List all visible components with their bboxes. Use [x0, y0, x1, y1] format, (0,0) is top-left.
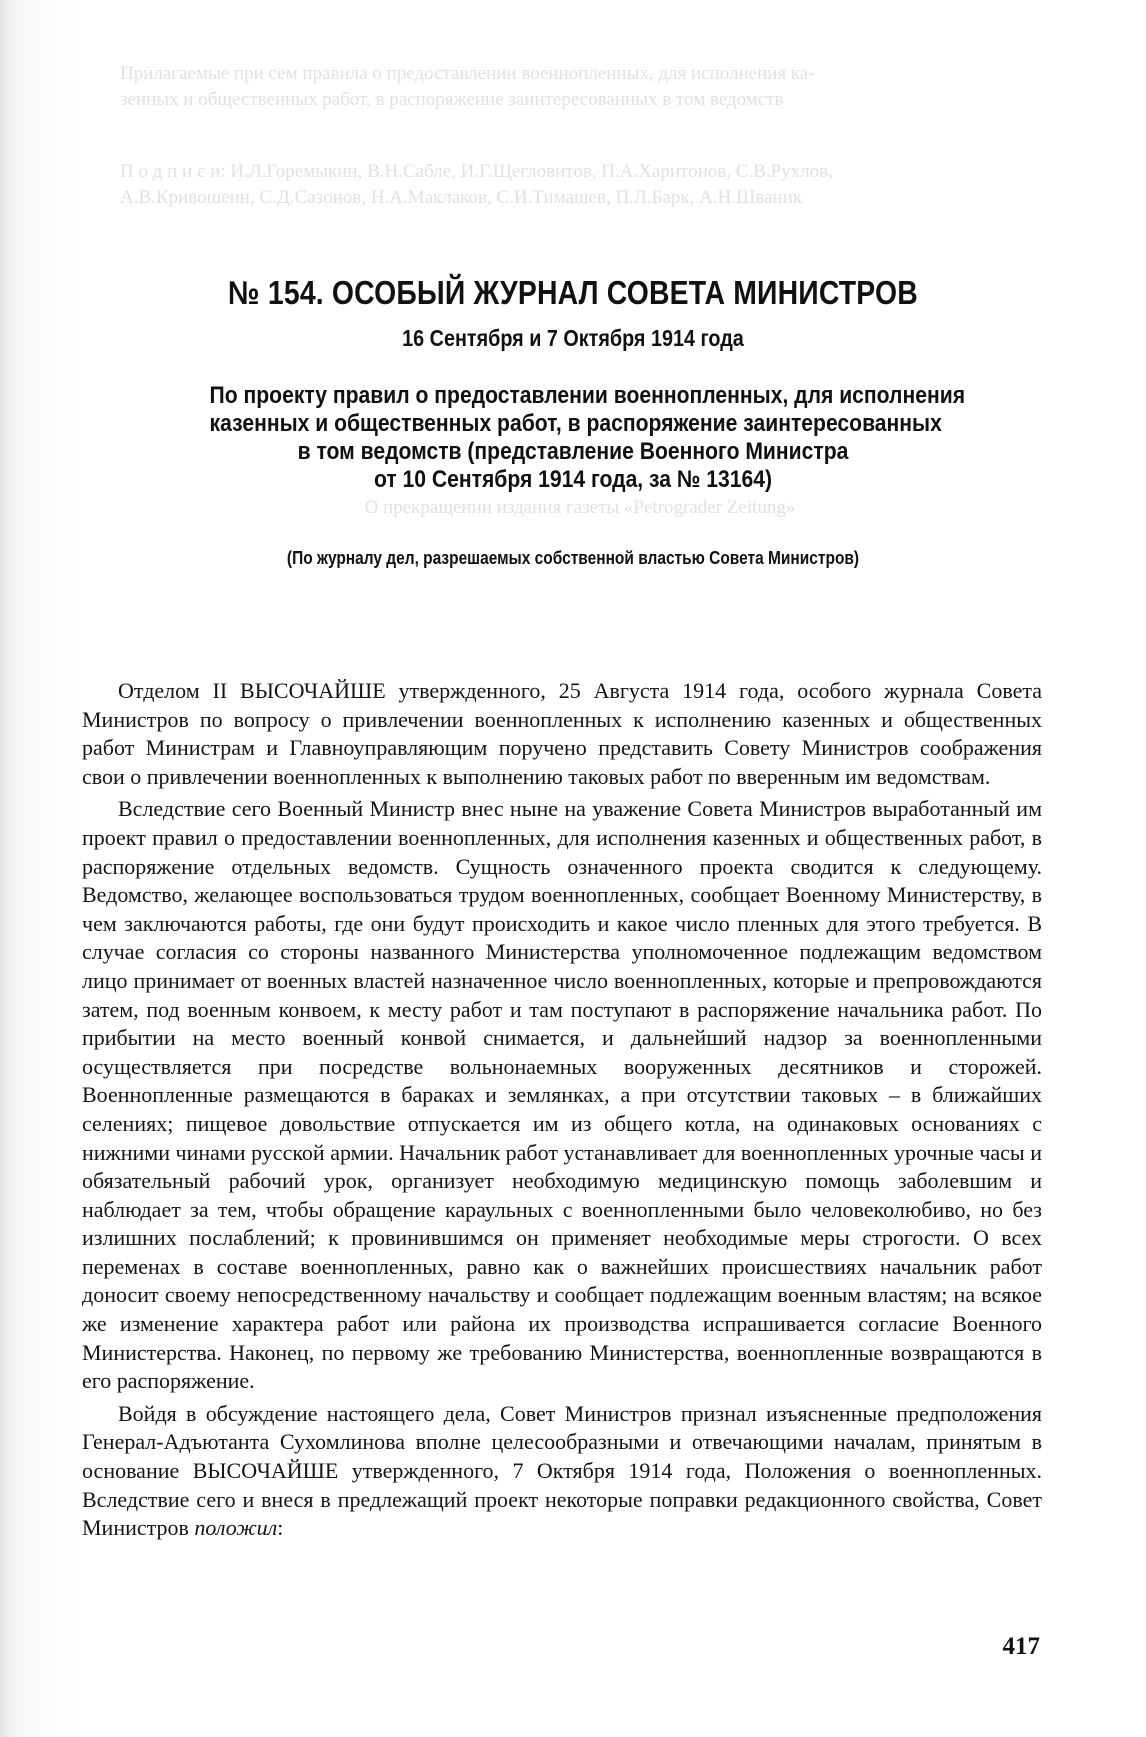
- body-paragraph: [82, 1400, 1042, 1543]
- journal-dates: 16 Сентября и 7 Октября 1914 года: [402, 325, 744, 351]
- journal-subject: [160, 382, 986, 494]
- italic-word: положил: [194, 1515, 278, 1541]
- bleed-through-text: П о д п и с и: И.Л.Горемыкин, В.Н.Сабле, И.Г.Щегловитов, П.А.Харитонов, С.В.Рухлов,: [120, 161, 833, 182]
- bleed-through-text: зенных и общественных работ, в распоряжение заинтересованных в том ведомств: [120, 89, 784, 110]
- subject-line: от 10 Сентября 1914 года, за № 13164): [373, 466, 773, 493]
- punctuation: :: [277, 1515, 284, 1541]
- page-number: 417: [1002, 1633, 1040, 1660]
- subject-line: По проекту правил о предоставлении военнопленных, для исполнения: [209, 382, 966, 409]
- journal-note: (По журналу дел, разрешаемых собственной властью Совета Министров): [286, 548, 860, 568]
- bleed-through-text: А.В.Кривошеин, С.Д.Сазонов, Н.А.Маклаков, С.И.Тимашев, П.Л.Барк, А.Н.Шваник: [120, 187, 802, 208]
- paragraph-text: Войдя в обсуждение настоящего дела, Совет Министров признал изъясненные предположения Генерал-Адъютанта Сухомлинова вполне целесообразными и отвечающими началам, принятым в основание ВЫСОЧАЙШЕ утвержденного, 7 Октября 1914 года, Положения о военнопленных. Вследствие сего и внеся в предлежащий проект некоторые поправки редакционного свойства, Совет Министров: [82, 1400, 1042, 1541]
- journal-title: № 154. ОСОБЫЙ ЖУРНАЛ СОВЕТА МИНИСТРОВ: [228, 274, 918, 311]
- body-paragraph: Вследствие сего Военный Министр внес ныне на уважение Совета Министров выработанный им проект правил о предоставлении военнопленных, для исполнения казенных и общественных работ, в распоряжение отдельных ведомств. Сущность означенного проекта сводится к следующему. Ведомство, желающее воспользоваться трудом военнопленных, сообщает Военному Министерству, в чем заключаются работы, где они будут происходить и какое число пленных для этого требуется. В случае согласия со стороны названного Министерства уполномоченное подлежащим ведомством лицо принимает от военных властей назначенное число военнопленных, которые и препровождаются затем, под военным конвоем, к месту работ и там поступают в распоряжение начальника работ. По прибытии на место военный конвой снимается, и дальнейший надзор за военнопленными осуществляется при посредстве вольнонаемных вооруженных десятников и сторожей. Военнопленные размещаются в бараках и землянках, а при отсутствии таковых – в ближайших селениях; пищевое довольствие отпускается им из общего котла, на одинаковых основаниях с нижними чинами русской армии. Начальник работ устанавливает для военнопленных урочные часы и обязательный рабочий урок, организует необходимую медицинскую помощь заболевшим и наблюдает за тем, чтобы обращение караульных с военнопленными было человеколюбиво, но без излишних послаблений; к провинившимся он применяет необходимые меры строгости. О всех переменах в составе военнопленных, равно как о важнейших происшествиях начальник работ доносит своему непосредственному начальству и сообщает подлежащим военным властям; на всякое же изменение характера работ или района их производства испрашивается согласие Военного Министерства. Наконец, по первому же требованию Министерства, военнопленные возвращаются в его распоряжение.: [82, 796, 1042, 1394]
- journal-body: [82, 677, 1042, 1547]
- bleed-through-text: О прекращении издания газеты «Petrograder Zeitung»: [364, 497, 796, 518]
- subject-line: в том ведомств (представление Военного Министра: [297, 438, 849, 465]
- body-paragraph: Отделом II ВЫСОЧАЙШЕ утвержденного, 25 Августа 1914 года, особого журнала Совета Министров по вопросу о привлечении военнопленных к исполнению казенных и общественных работ Министрам и Главноуправляющим поручено представить Совету Министров соображения свои о привлечении военнопленных к выполнению таковых работ по вверенным им ведомствам.: [82, 678, 1042, 789]
- bleed-through-text: Прилагаемые при сем правила о предоставлении военнопленных, для исполнения ка-: [120, 63, 815, 84]
- subject-line: казенных и общественных работ, в распоряжение заинтересованных: [209, 410, 942, 437]
